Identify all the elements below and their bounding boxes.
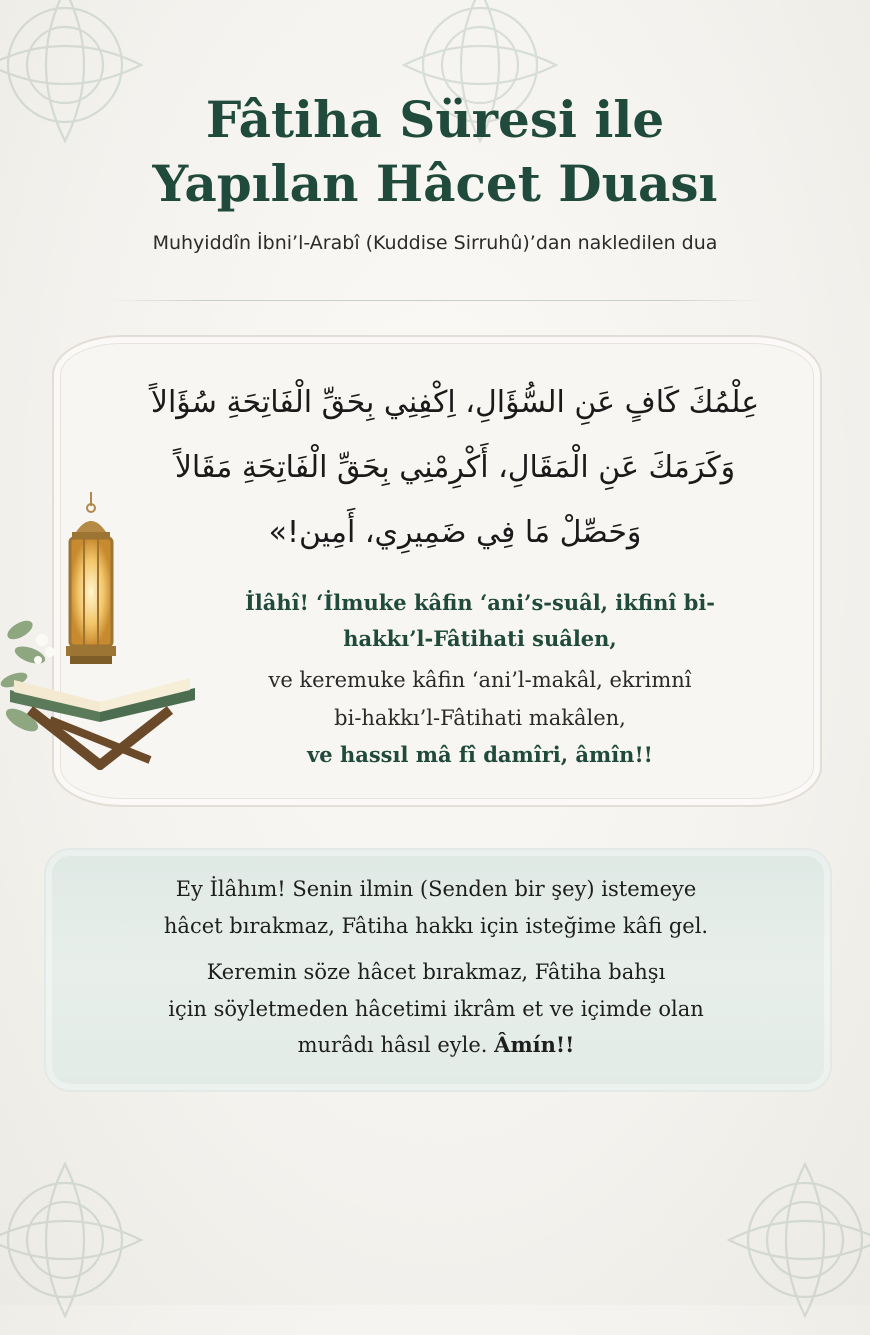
meaning-line-4: için söyletmeden hâcetimi ikrâm et ve içimde olan [168, 997, 704, 1021]
arabic-line-3: وَحَصِّلْ مَا فِي ضَمِيرِي، أَمِين!» [268, 515, 642, 550]
transliteration-line-3: ve keremuke kâfin ‘ani’l-makâl, ekrimnî [268, 668, 692, 692]
transliteration-line-2: hakkı’l-Fâtihati suâlen, [343, 626, 617, 651]
meaning-line-5-text: murâdı hâsıl eyle. [297, 1033, 488, 1057]
meaning-line-3: Keremin söze hâcet bırakmaz, Fâtiha bahşı [206, 960, 666, 984]
lantern-icon [50, 492, 132, 672]
ornament-corner-icon [710, 1145, 870, 1335]
transliteration-line-1: İlâhî! ‘İlmuke kâfin ‘ani’s-suâl, ikfinî bi- [244, 590, 716, 615]
meaning-line-1: Ey İlâhım! Senin ilmin (Senden bir şey) istemeye [175, 877, 697, 901]
header-divider [105, 300, 765, 301]
meaning-line-5 [44, 1032, 828, 1057]
page-subtitle: Muhyiddîn İbni’l-Arabî (Kuddise Sirruhû)’dan nakledilen dua [152, 232, 718, 254]
ornament-corner-icon [0, 1145, 160, 1335]
transliteration-line-4: bi-hakkı’l-Fâtihati makâlen, [334, 706, 626, 730]
page-title-line-1: Fâtiha Süresi ile [205, 90, 665, 149]
meaning-line-2: hâcet bırakmaz, Fâtiha hakkı için isteğime kâfi gel. [163, 914, 709, 938]
arabic-line-2: وَكَرَمَكَ عَنِ الْمَقَالِ، أَكْرِمْنِي بِحَقِّ الْفَاتِحَةِ مَقَالاً [174, 450, 736, 485]
page-title-line-2: Yapılan Hâcet Duası [152, 154, 718, 213]
arabic-line-1: عِلْمُكَ كَافٍ عَنِ السُّؤَالِ، اِكْفِنِي بِحَقِّ الْفَاتِحَةِ سُؤَالاً [150, 385, 760, 420]
open-quran-icon [0, 650, 205, 770]
amin-text: Âmín!! [494, 1032, 575, 1057]
transliteration-line-5: ve hassıl mâ fî damîri, âmîn!! [307, 742, 653, 767]
